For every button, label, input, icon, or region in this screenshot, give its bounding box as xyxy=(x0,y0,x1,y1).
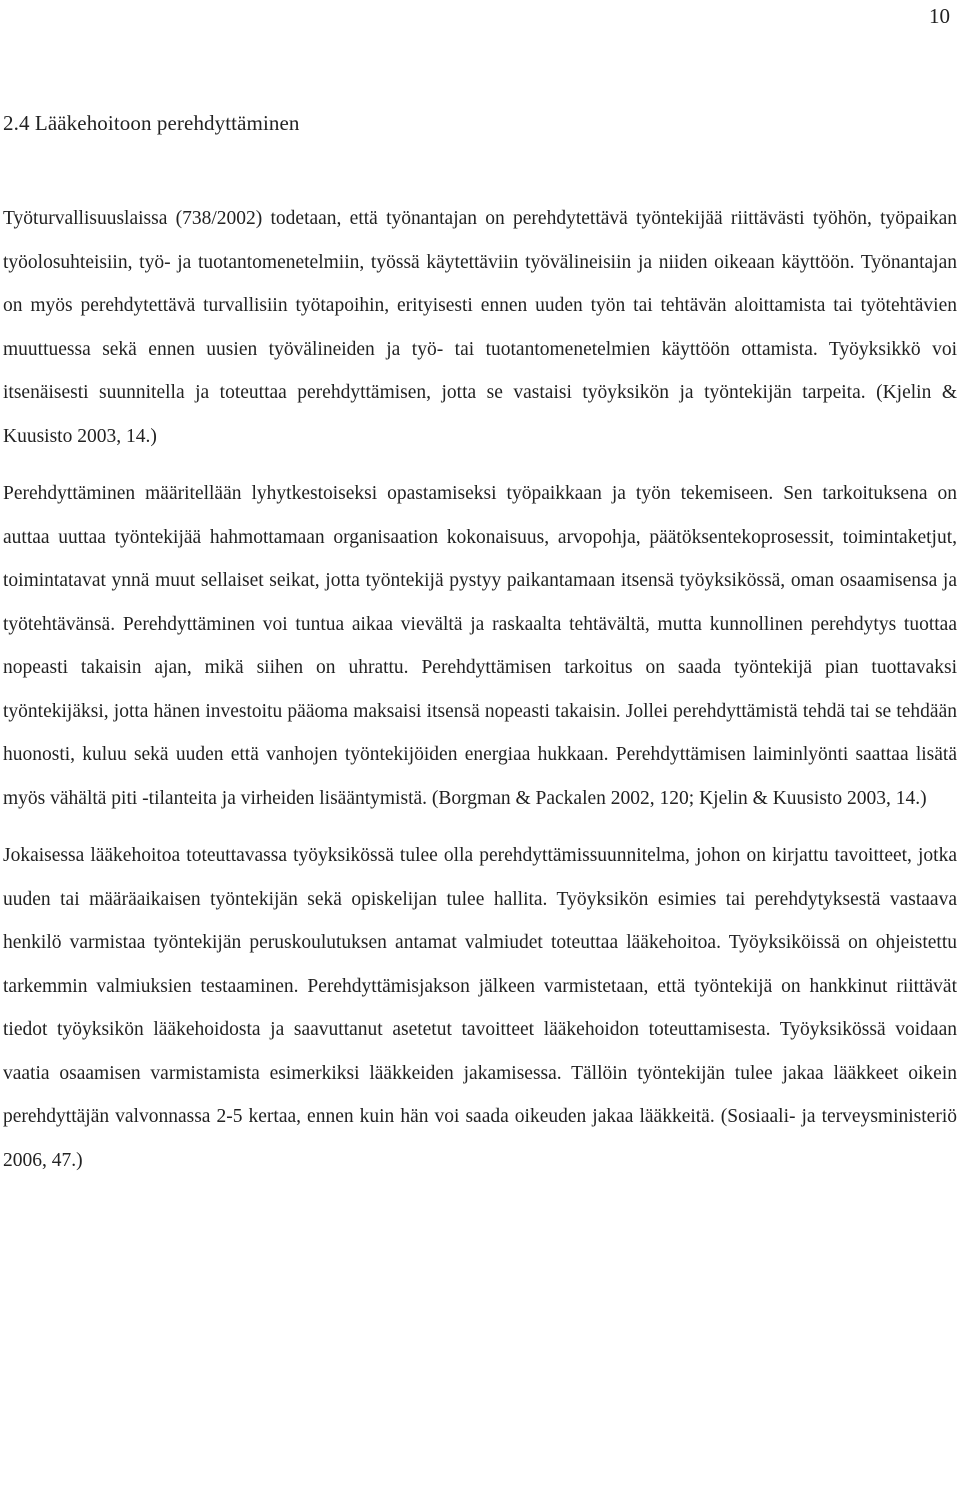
paragraph-medication-orientation-plan: Jokaisessa lääkehoitoa toteuttavassa työyksikössä tulee olla perehdyttämissuunnitelma, johon on kirjattu tavoitteet, jotka uuden tai määräaikaisen työntekijän sekä opiskelijan tulee hallita. Työyksikön esimies tai perehdytyksestä vastaava henkilö varmistaa työntekijän peruskoulutuksen antamat valmiudet toteuttaa lääkehoitoa. Työyksiköissä on ohjeistettu tarkemmin valmiuksien testaaminen. Perehdyttämisjakson jälkeen varmistetaan, että työntekijä on hankkinut riittävät tiedot työyksikön lääkehoidosta ja saavuttanut asetetut tavoitteet lääkehoidon toteuttamisesta. Työyksikössä voidaan vaatia osaamisen varmistamista esimerkiksi lääkkeiden jakamisessa. Tällöin työntekijän tulee jakaa lääkkeet oikein perehdyttäjän valvonnassa 2-5 kertaa, ennen kuin hän voi saada oikeuden jakaa lääkkeitä. (Sosiaali- ja terveysministeriö 2006, 47.) xyxy=(3,845,957,1171)
paragraph-occupational-safety-act: Työturvallisuuslaissa (738/2002) todetaan, että työnantajan on perehdytettävä työntekijää riittävästi työhön, työpaikan työolosuhteisiin, työ- ja tuotantomenetelmiin, työssä käytettäviin työvälineisiin ja niiden oikeaan käyttöön. Työnantajan on myös perehdytettävä turvallisiin työtapoihin, erityisesti ennen uuden työn tai tehtävän aloittamista tai työtehtävien muuttuessa sekä ennen uusien työvälineiden ja työ- tai tuotantomenetelmien käyttöön ottamista. Työyksikkö voi itsenäisesti suunnitella ja toteuttaa perehdyttämisen, jotta se vastaisi työyksikön ja työntekijän tarpeita. (Kjelin & Kuusisto 2003, 14.) xyxy=(3,208,957,447)
body-text xyxy=(3,197,957,1196)
paragraph-orientation-definition: Perehdyttäminen määritellään lyhytkestoiseksi opastamiseksi työpaikkaan ja työn tekemiseen. Sen tarkoituksena on auttaa uuttaa työntekijää hahmottamaan organisaation kokonaisuus, arvopohja, päätöksentekoprosessit, toimintaketjut, toimintatavat ynnä muut sellaiset seikat, jotta työntekijä pystyy paikantamaan itsensä työyksikössä, oman osaamisensa ja työtehtävänsä. Perehdyttäminen voi tuntua aikaa vievältä ja raskaalta tehtävältä, mutta kunnollinen perehdytys tuottaa nopeasti takaisin ajan, mikä siihen on uhrattu. Perehdyttämisen tarkoitus on saada työntekijä pian tuottavaksi työntekijäksi, jotta hänen investoitu pääoma maksaisi itsensä nopeasti takaisin. Jollei perehdyttämistä tehdä tai se tehdään huonosti, kuluu sekä uuden että vanhojen työntekijöiden energiaa hukkaan. Perehdyttämisen laiminlyönti saattaa lisätä myös vähältä piti -tilanteita ja virheiden lisääntymistä. (Borgman & Packalen 2002, 120; Kjelin & Kuusisto 2003, 14.) xyxy=(3,483,957,809)
section-heading: 2.4 Lääkehoitoon perehdyttäminen xyxy=(3,111,300,135)
page-number: 10 xyxy=(929,4,950,28)
